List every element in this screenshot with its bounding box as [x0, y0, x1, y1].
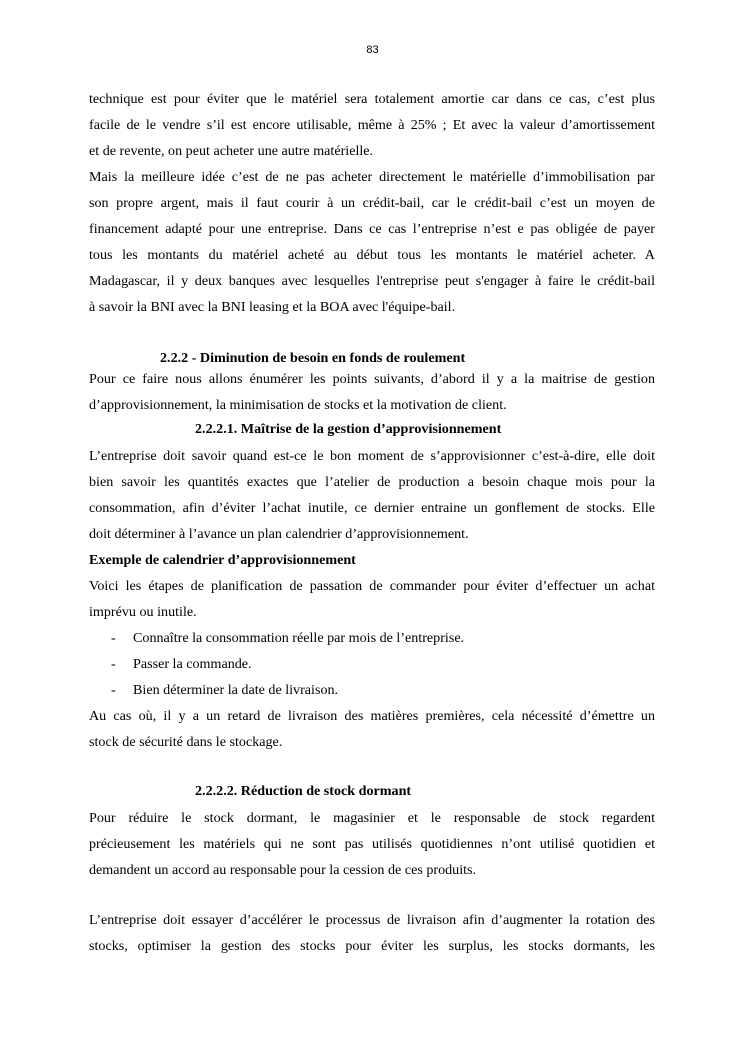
para-4-line-4: doit déterminer à l’avance un plan calendrier d’approvisionnement. [89, 526, 469, 542]
para-2-line-3: financement adapté pour une entreprise. Dans ce cas l’entreprise n’est e pas obligée de payer [89, 221, 655, 237]
para-7-line-3: demandent un accord au responsable pour la cession de ces produits. [89, 862, 477, 878]
bullet-marker: - [111, 682, 116, 698]
bullet-item: Bien déterminer la date de livraison. [133, 682, 339, 698]
para-5-line-2: imprévu ou inutile. [89, 604, 197, 620]
para-3-line-1: Pour ce faire nous allons énumérer les points suivants, d’abord il y a la maitrise de gestion [89, 371, 655, 387]
para-2-line-5: Madagascar, il y deux banques avec lesquelles l'entreprise peut s'engager à faire le crédit-bail [89, 273, 655, 289]
bullet-marker: - [111, 656, 116, 672]
para-8-line-2: stocks, optimiser la gestion des stocks pour éviter les surplus, les stocks dormants, les [89, 938, 655, 954]
bullet-item: Passer la commande. [133, 656, 252, 672]
bullet-item: Connaître la consommation réelle par mois de l’entreprise. [133, 630, 465, 646]
section-heading-2-2-2-1: 2.2.2.1. Maîtrise de la gestion d’approvisionnement [195, 421, 502, 437]
para-2-line-6: à savoir la BNI avec la BNI leasing et la BOA avec l'équipe-bail. [89, 299, 456, 315]
para-4-line-1: L’entreprise doit savoir quand est-ce le bon moment de s’approvisionner c’est-à-dire, elle doit [89, 448, 655, 464]
para-7-line-2: précieusement les matériels qui ne sont pas utilisés quotidiennes n’ont utilisé quotidien et [89, 836, 655, 852]
para-2-line-4: tous les montants du matériel acheté au début tous les montants le matériel acheter. A [89, 247, 655, 263]
example-title: Exemple de calendrier d’approvisionnement [89, 552, 356, 568]
section-heading-2-2-2-2: 2.2.2.2. Réduction de stock dormant [195, 783, 412, 799]
para-6-line-1: Au cas où, il y a un retard de livraison des matières premières, cela nécessité d’émettre un [89, 708, 655, 724]
section-heading-2-2-2: 2.2.2 - Diminution de besoin en fonds de roulement [160, 350, 466, 366]
para-2-line-1: Mais la meilleure idée c’est de ne pas acheter directement le matérielle d’immobilisation par [89, 169, 655, 185]
para-4-line-3: consommation, afin d’éviter l’achat inutile, ce dernier entraine un gonflement de stocks. Elle [89, 500, 655, 516]
para-3-line-2: d’approvisionnement, la minimisation de stocks et la motivation de client. [89, 397, 507, 413]
para-8-line-1: L’entreprise doit essayer d’accélérer le processus de livraison afin d’augmenter la rotation des [89, 912, 655, 928]
para-4-line-2: bien savoir les quantités exactes que l’atelier de production a besoin chaque mois pour la [89, 474, 655, 490]
para-1-line-3: et de revente, on peut acheter une autre matérielle. [89, 143, 374, 159]
para-5-line-1: Voici les étapes de planification de passation de commander pour éviter d’effectuer un achat [89, 578, 655, 594]
bullet-marker: - [111, 630, 116, 646]
para-2-line-2: son propre argent, mais il faut courir à un crédit-bail, car le crédit-bail c’est un moyen de [89, 195, 655, 211]
para-7-line-1: Pour réduire le stock dormant, le magasinier et le responsable de stock regardent [89, 810, 655, 826]
para-1-line-1: technique est pour éviter que le matériel sera totalement amortie car dans ce cas, c’est plus [89, 91, 655, 107]
para-1-line-2: facile de le vendre s’il est encore utilisable, même à 25% ; Et avec la valeur d’amortissement [89, 117, 655, 133]
page-number: 83 [366, 44, 379, 56]
para-6-line-2: stock de sécurité dans le stockage. [89, 734, 283, 750]
